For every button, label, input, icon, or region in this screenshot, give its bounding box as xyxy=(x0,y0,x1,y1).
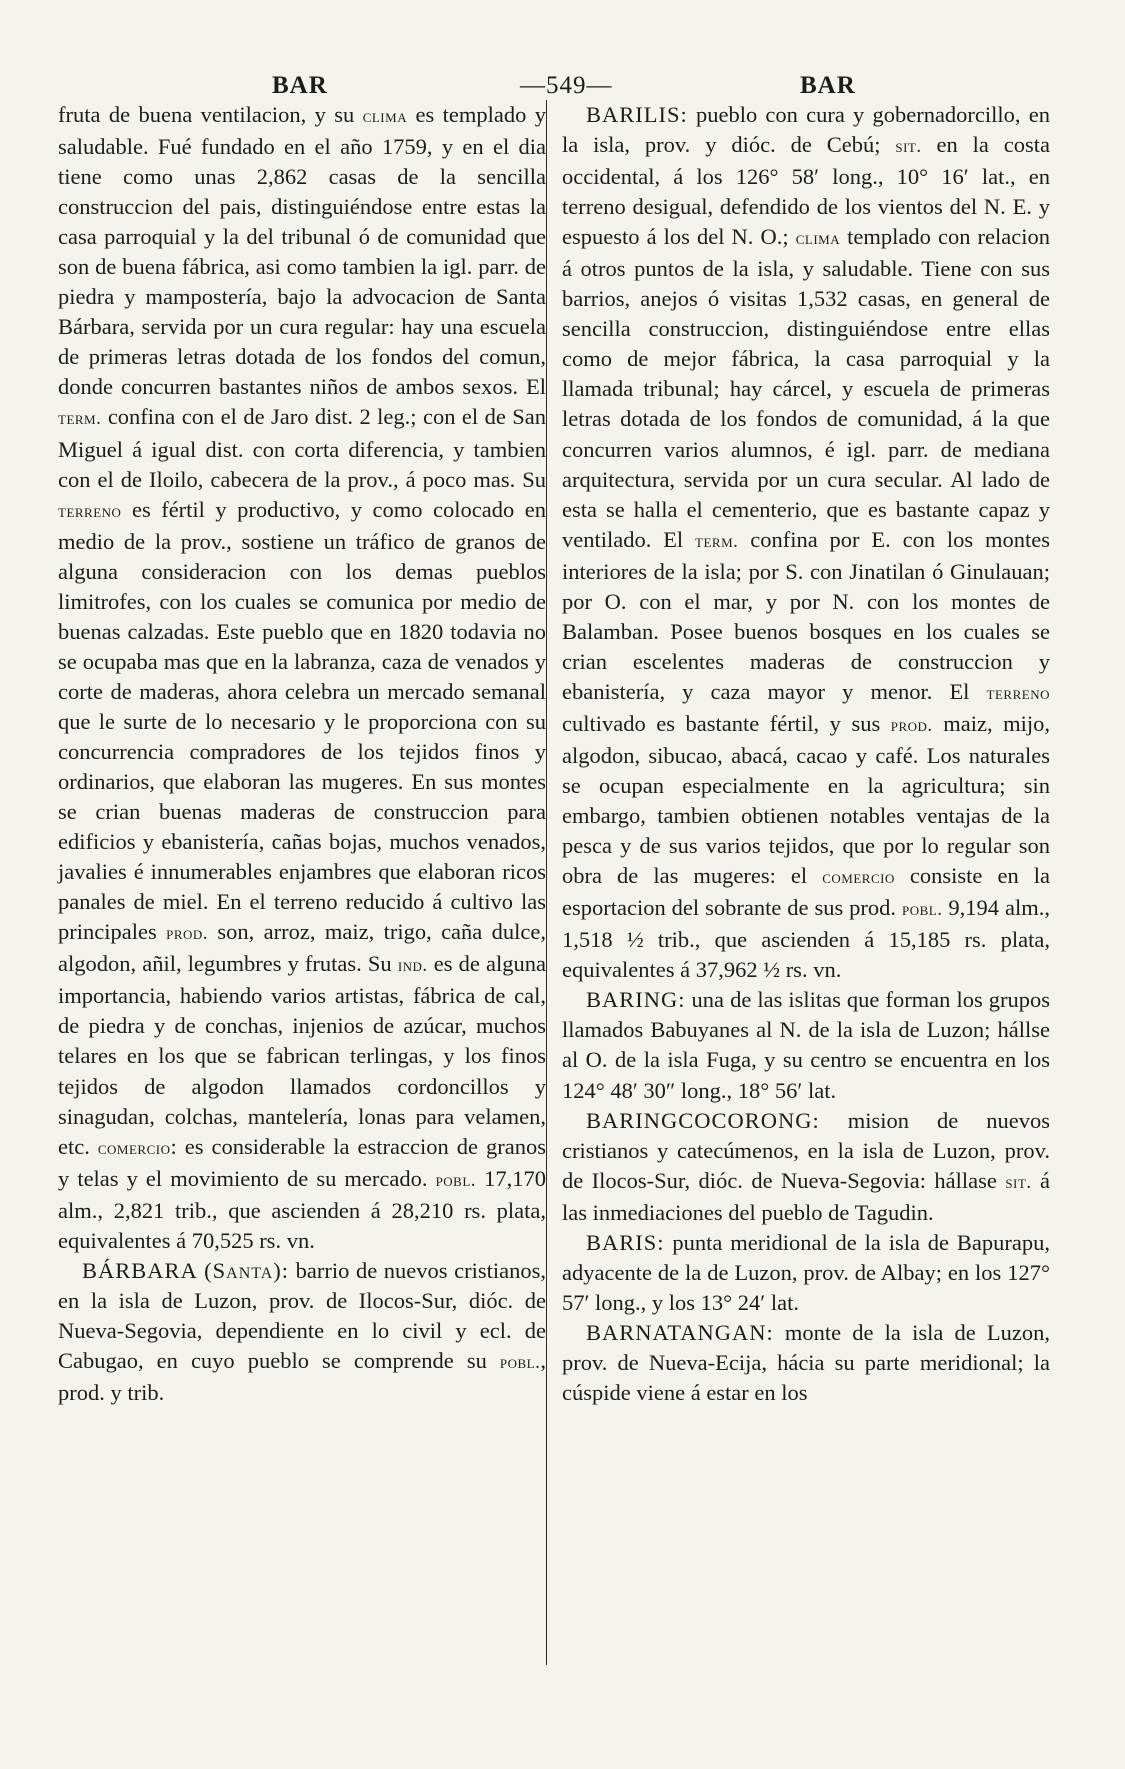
small-caps-term: term. xyxy=(695,530,739,552)
text-run: punta meridional de la isla de Bapurapu, adyacente de la de Luzon, prov. de Albay; en los 127° 57′ long., y los 13° 24′ lat. xyxy=(562,1229,1050,1315)
text-run: es fértil y productivo, y como colocado en medio de la prov., sostiene un tráfico de granos de alguna consideracion con los demas pueblos limitrofes, con los cuales se comunica por medio de buenas calzadas. Este pueblo que en 1820 todavia no se ocupaba mas que en la labranza, caza de venados y corte de maderas, ahora celebra un mercado semanal que le surte de lo necesario y le proporciona con su concurrencia compradores de los tejidos finos y ordinarios, que elaboran las mugeres. En sus montes se crian buenas maderas de construccion para edificios y ebanistería, cañas bojas, muchos venados, javalies é innumerables enjambres que elaboran ricos panales de miel. En el terreno reducido á cultivo las principales xyxy=(58,496,546,945)
text-run: cultivado es bastante fértil, y sus xyxy=(562,710,891,736)
text-run: en la costa occidental, á los 126° 58′ long., 10° 16′ lat., en terreno desigual, defendido de los vientos del N. E. y espuesto á los del N. O.; xyxy=(562,132,1050,250)
text-run: templado con relacion á otros puntos de la isla, y saludable. Tiene con sus barrios, anejos ó visitas 1,532 casas, en general de sencilla construccion, distinguiéndose entre ellas como de mejor fábrica, la casa parroquial y la llamada tribunal; hay cárcel, y escuela de primeras letras dotada de los fondos de comunidad, á la que concurren varios alumnos, é igl. parr. de mediana arquitectura, servida por un cura secular. Al lado de esta se halla el cementerio, que es bastante capaz y ventilado. El xyxy=(562,224,1051,552)
text-run: mision de nuevos cristianos y catecúmenos, en la isla de Luzon, prov. de Ilocos-Sur, dióc. de Nueva-Segovia: hállase xyxy=(562,1107,1050,1193)
right-column xyxy=(562,100,1050,1408)
left-column xyxy=(58,100,546,1408)
text-run: confina por E. con los montes interiores de la isla; por S. con Jinatilan ó Ginulauan; por O. con el mar, y por N. con los montes de Balamban. Posee buenos bosques en los cuales se crian escelentes maderas de construccion y ebanistería, y caza mayor y menor. El xyxy=(562,526,1050,704)
small-caps-term: comercio xyxy=(97,1137,171,1159)
small-caps-term: pobl. xyxy=(499,1351,541,1373)
text-run: barrio de nuevos cristianos, en la isla de Luzon, prov. de Ilocos-Sur, dióc. de Nueva-Segovia, dependiente en lo civil y ecl. de Cabugao, en cuyo pueblo se comprende su xyxy=(58,1257,546,1373)
small-caps-term: comercio xyxy=(822,867,895,889)
small-caps-term: terreno xyxy=(986,682,1050,704)
text-run: es templado y saludable. Fué fundado en el año 1759, y en el dia tiene como unas 2,862 casas de la sencilla construccion del pais, distinguiéndose entre estas la casa parroquial y la del tribunal ó de comunidad que son de buena fábrica, asi como tambien la igl. parr. de piedra y mampostería, bajo la advocacion de Santa Bárbara, servida por un cura regular: hay una escuela de primeras letras dotada de los fondos del comun, donde concurren bastantes niños de ambos sexos. El xyxy=(58,102,546,400)
running-head-right: BAR xyxy=(800,72,856,99)
small-caps-term: sit. xyxy=(1005,1171,1032,1193)
text-run: : es considerable la estraccion de granos y telas y el movimiento de su mercado. xyxy=(58,1133,546,1191)
small-caps-term: pobl. xyxy=(435,1169,477,1191)
entry-headword: BARILIS: xyxy=(586,102,688,127)
entry-barbara xyxy=(58,1256,546,1408)
entry-headword: BARING: xyxy=(586,987,686,1013)
small-caps-term: terreno xyxy=(58,500,122,522)
text-run: 17,170 alm., 2,821 trib., que ascienden á 28,210 rs. plata, equivalentes á 70,525 rs. vn. xyxy=(58,1165,546,1253)
column-divider xyxy=(546,100,547,1665)
text-run: fruta de buena ventilacion, y su xyxy=(58,102,363,127)
small-caps-term: clima xyxy=(362,106,408,127)
text-run: monte de la isla de Luzon, prov. de Nueva-Ecija, hácia su parte meridional; la cúspide viene á estar en los xyxy=(562,1319,1050,1405)
entry-baring xyxy=(562,985,1050,1105)
entry-barilis xyxy=(562,100,1050,985)
small-caps-term: prod. xyxy=(890,714,933,736)
entry-baringcocorong xyxy=(562,1106,1050,1228)
small-caps-term: pobl. xyxy=(901,899,943,921)
small-caps-term: ind. xyxy=(397,955,428,977)
text-run: 9,194 alm., 1,518 ½ trib., que ascienden á 15,185 rs. plata, equivalentes á 37,962 ½ rs. vn. xyxy=(562,895,1050,983)
entry-headword: BÁRBARA (Santa): xyxy=(82,1257,290,1283)
entry-headword: BARIS: xyxy=(586,1229,665,1255)
entry-baris xyxy=(562,1228,1050,1318)
text-run: á las inmediaciones del pueblo de Tagudin. xyxy=(562,1167,1050,1225)
small-caps-term: sit. xyxy=(895,136,922,158)
text-run: una de las islitas que forman los grupos llamados Babuyanes al N. de la isla de Luzon; hállse al O. de la isla Fuga, y su centro se encuentra en los 124° 48′ 30″ long., 18° 56′ lat. xyxy=(562,987,1050,1103)
text-run: pueblo con cura y gobernadorcillo, en la isla, prov. y dióc. de Cebú; xyxy=(562,102,1050,158)
text-run: , prod. y trib. xyxy=(58,1347,546,1405)
entry-headword: BARNATANGAN: xyxy=(586,1319,774,1345)
entry-barnatangan xyxy=(562,1318,1050,1408)
text-run: es de alguna importancia, habiendo varios artistas, fábrica de cal, de piedra y de conchas, injenios de azúcar, muchos telares en los que se fabrican terlingas, y los finos tejidos de algodon llamados cordoncillos y sinagudan, colchas, mantelería, lonas para velamen, etc. xyxy=(58,951,546,1159)
text-run: consiste en la esportacion del sobrante de sus prod. xyxy=(562,863,1051,921)
entry-headword: BARINGCOCORONG: xyxy=(586,1107,820,1133)
page-number: —549— xyxy=(520,72,613,99)
text-run: confina con el de Jaro dist. 2 leg.; con el de San Miguel á igual dist. con corta diferencia, y tambien con el de Iloilo, cabecera de la prov., á poco mas. Su xyxy=(58,404,546,492)
text-run: son, arroz, maiz, trigo, caña dulce, algodon, añil, legumbres y frutas. Su xyxy=(58,919,546,977)
running-head-left: BAR xyxy=(272,72,328,99)
small-caps-term: clima xyxy=(795,228,841,250)
entry-continuation xyxy=(58,100,546,1256)
text-run: maiz, mijo, algodon, sibucao, abacá, cacao y café. Los naturales se ocupan especialmente en la agricultura; sin embargo, tambien obtienen notables ventajas de la pesca y de sus varios tejidos, que por lo regular son obra de las mugeres: el xyxy=(562,710,1050,889)
small-caps-term: term. xyxy=(58,408,102,430)
small-caps-term: prod. xyxy=(166,923,209,945)
entry-body xyxy=(562,102,1050,982)
